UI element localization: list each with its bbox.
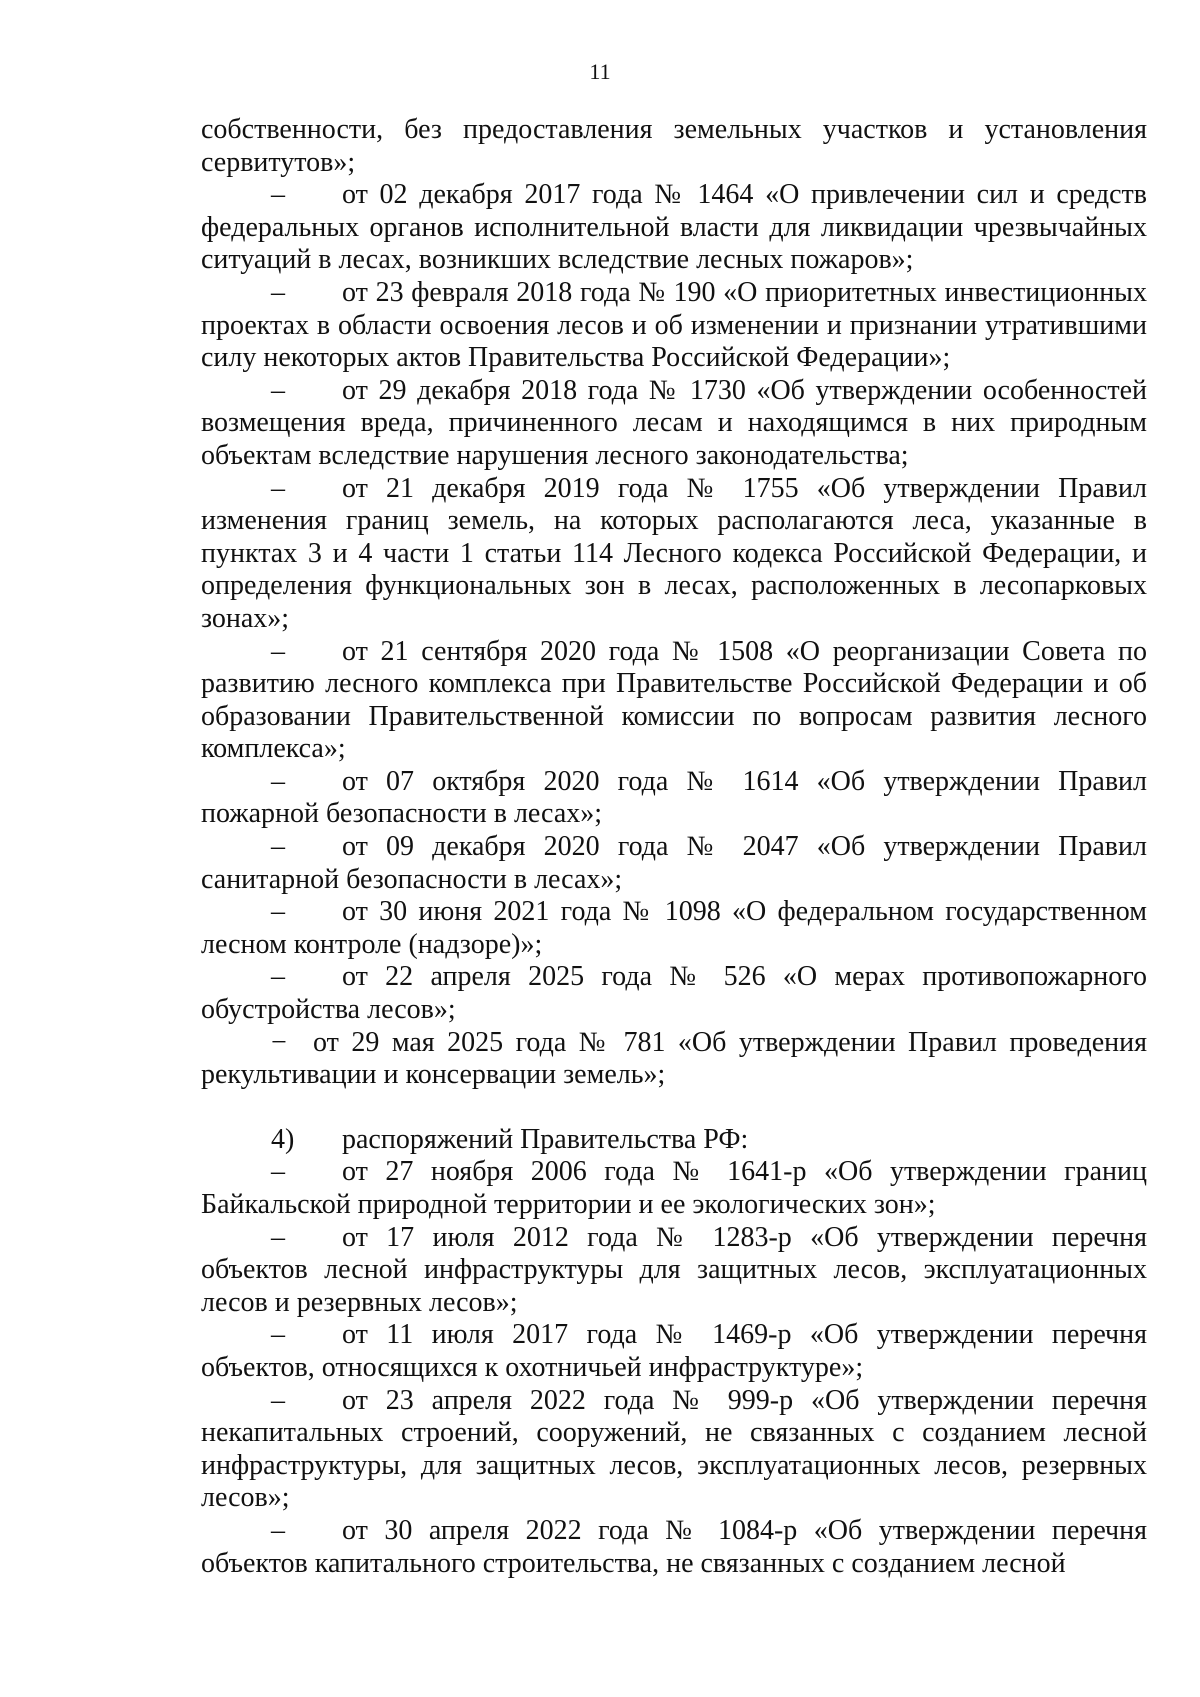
dash-marker: – [271, 374, 285, 406]
decree-text: от 21 декабря 2019 года № 1755 «Об утверждении Правил изменения границ земель, на которых располагаются леса, указанные в пунктах 3 и 4 части 1 статьи 114 Лесного кодекса Российской Федерации, и определения функциональных зон в лесах, расположенных в лесопарковых зонах»; [201, 472, 1147, 634]
continuation-paragraph: собственности, без предоставления земельных участков и установления сервитутов»; [201, 114, 1147, 178]
decree-item [201, 831, 1147, 896]
dash-marker: – [271, 276, 285, 308]
decree-text: от 21 сентября 2020 года № 1508 «О реорганизации Совета по развитию лесного комплекса при Правительстве Российской Федерации и об образовании Правительственной комиссии по вопросам развития лесного комплекса»; [201, 635, 1147, 765]
dash-marker: – [271, 961, 285, 993]
decree-text: от 07 октября 2020 года № 1614 «Об утверждении Правил пожарной безопасности в лесах»; [201, 765, 1147, 830]
decree-item [201, 896, 1147, 961]
decree-item [201, 1027, 1147, 1092]
dash-marker: – [271, 1514, 285, 1546]
order-item [201, 1385, 1147, 1515]
dash-marker: – [271, 1221, 285, 1253]
order-text: от 27 ноября 2006 года № 1641-р «Об утверждении границ Байкальской природной территории и ее экологических зон»; [201, 1156, 1147, 1220]
dash-marker: – [271, 1156, 285, 1188]
document-body [201, 114, 1147, 1580]
decree-text: от 02 декабря 2017 года № 1464 «О привлечении сил и средств федеральных органов исполнительной власти для ликвидации чрезвычайных ситуаций в лесах, возникших вследствие лесных пожаров»; [201, 179, 1147, 276]
order-text: от 23 апреля 2022 года № 999-р «Об утверждении перечня некапитальных строений, сооружений, не связанных с созданием лесной инфраструктуры, для защитных лесов, эксплуатационных лесов, резервных лесов»; [201, 1384, 1147, 1514]
dash-marker: – [271, 472, 285, 504]
order-item [201, 1222, 1147, 1320]
decree-text: от 30 июня 2021 года № 1098 «О федеральном государственном лесном контроле (надзоре)»; [201, 896, 1147, 960]
decree-text: от 22 апреля 2025 года № 526 «О мерах противопожарного обустройства лесов»; [201, 961, 1147, 1026]
dash-marker: − [271, 1026, 287, 1058]
dash-marker: – [271, 765, 285, 797]
section-heading [201, 1124, 1147, 1157]
decree-item [201, 473, 1147, 636]
decree-item [201, 766, 1147, 831]
decree-item [201, 636, 1147, 766]
page-number: 11 [589, 59, 611, 84]
decree-item [201, 277, 1147, 375]
order-item [201, 1319, 1147, 1384]
dash-marker: – [271, 896, 285, 928]
decree-text: от 09 декабря 2020 года № 2047 «Об утверждении Правил санитарной безопасности в лесах»; [201, 831, 1147, 895]
dash-marker: – [271, 1384, 285, 1416]
decree-text: от 29 мая 2025 года № 781 «Об утверждении Правил проведения рекультивации и консервации земель»; [201, 1026, 1147, 1091]
decree-item [201, 961, 1147, 1026]
dash-marker: – [271, 635, 285, 667]
section-title: распоряжений Правительства РФ: [342, 1123, 749, 1155]
decree-text: от 23 февраля 2018 года № 190 «О приоритетных инвестиционных проектах в области освоения лесов и об изменении и признании утратившими силу некоторых актов Правительства Российской Федерации»; [201, 276, 1147, 374]
order-text: от 11 июля 2017 года № 1469-р «Об утверждении перечня объектов, относящихся к охотничьей инфраструктуре»; [201, 1319, 1147, 1383]
dash-marker: – [271, 1319, 285, 1351]
dash-marker: – [271, 831, 285, 863]
section-number: 4) [271, 1123, 295, 1155]
decree-item [201, 375, 1147, 473]
order-item [201, 1156, 1147, 1221]
order-text: от 30 апреля 2022 года № 1084-р «Об утверждении перечня объектов капитального строительства, не связанных с созданием лесной [201, 1514, 1147, 1579]
decree-text: от 29 декабря 2018 года № 1730 «Об утверждении особенностей возмещения вреда, причиненного лесам и находящимся в них природным объектам вследствие нарушения лесного законодательства; [201, 374, 1147, 471]
order-item [201, 1515, 1147, 1580]
decree-item [201, 179, 1147, 277]
order-text: от 17 июля 2012 года № 1283-р «Об утверждении перечня объектов лесной инфраструктуры для защитных лесов, эксплуатационных лесов и резервных лесов»; [201, 1221, 1147, 1318]
dash-marker: – [271, 179, 285, 211]
